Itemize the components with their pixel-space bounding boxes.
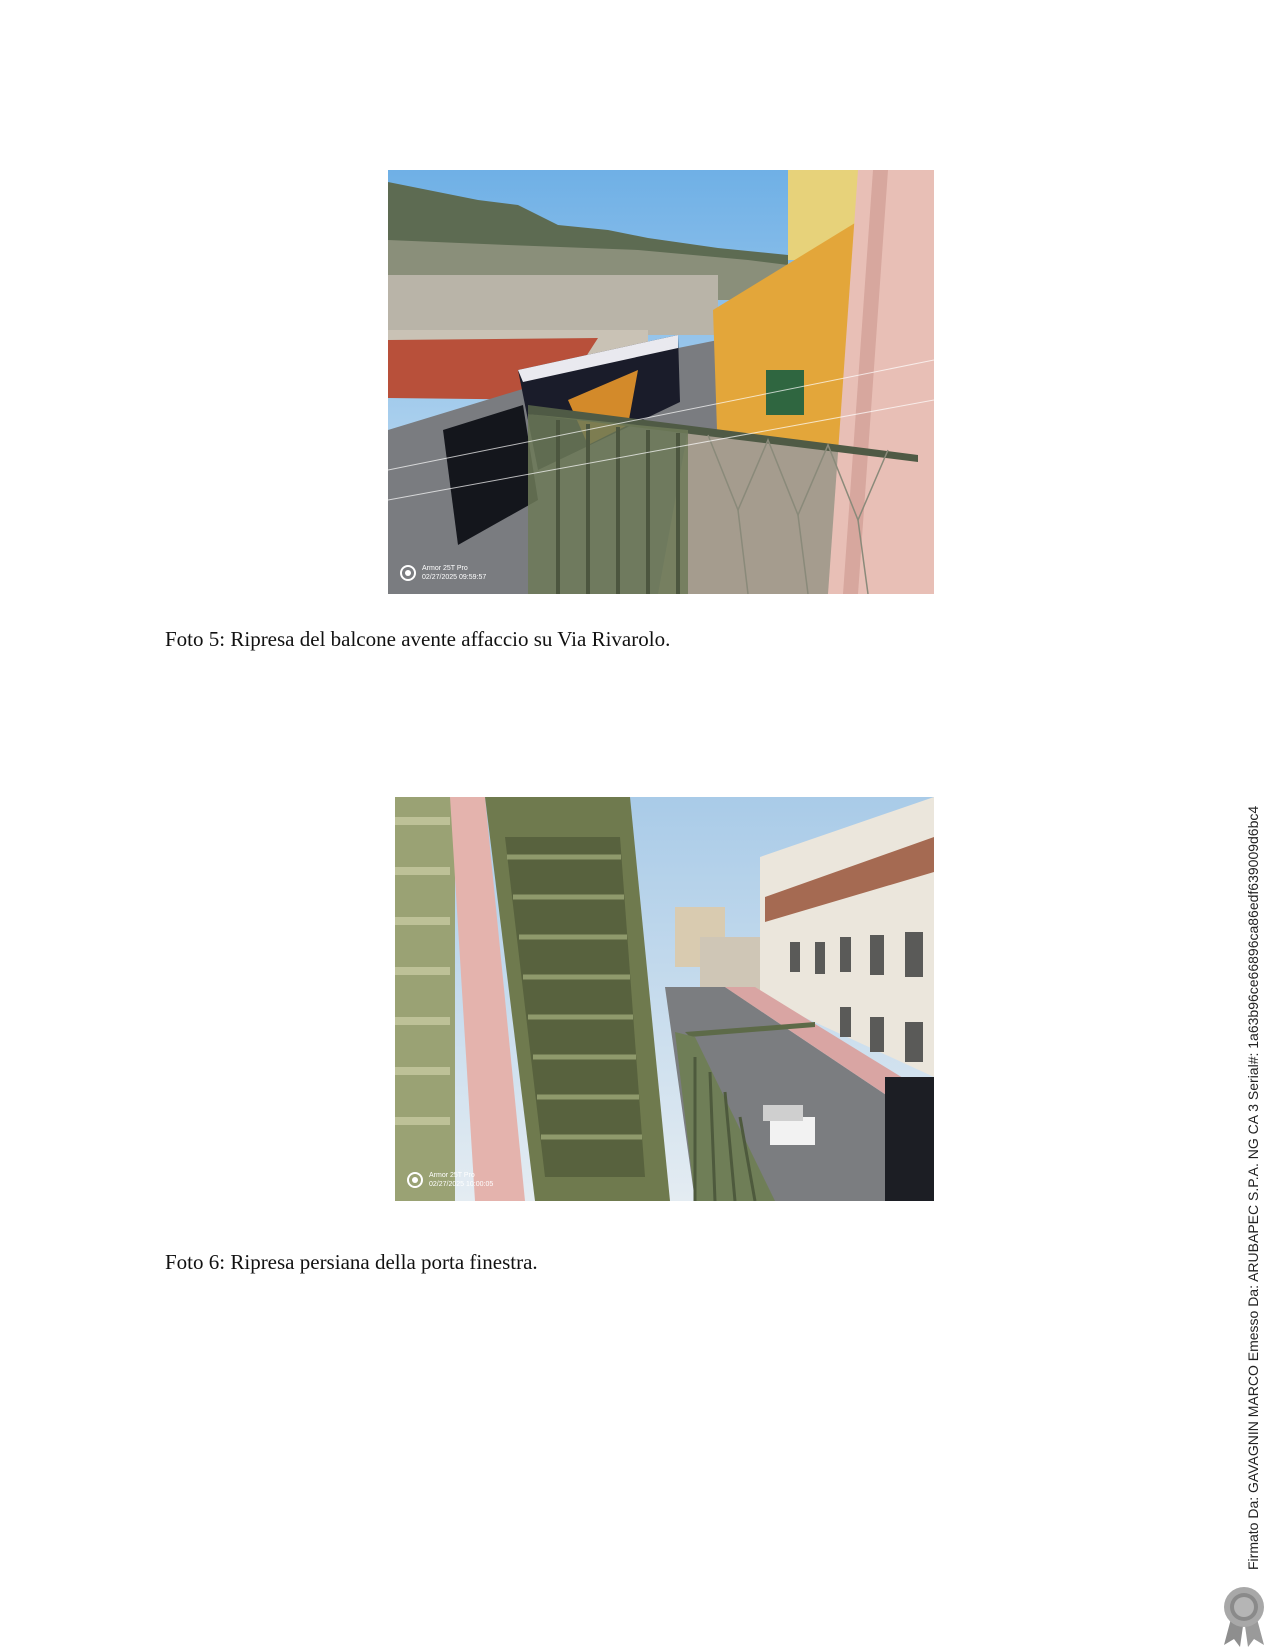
camera-watermark [400, 564, 486, 582]
award-ribbon-icon [1218, 1585, 1270, 1647]
photo-5-caption: Foto 5: Ripresa del balcone avente affaccio su Via Rivarolo. [165, 627, 671, 651]
camera-watermark-icon [407, 1172, 423, 1188]
photo-6-image [395, 797, 934, 1201]
watermark-datetime: 02/27/2025 09:59:57 [422, 574, 487, 581]
photo-5-image [388, 170, 934, 594]
photo-5 [388, 170, 934, 594]
camera-watermark-icon [400, 565, 416, 581]
watermark-device: Armor 25T Pro [429, 1172, 475, 1179]
photo-6 [395, 797, 934, 1201]
camera-watermark [407, 1171, 493, 1189]
digital-signature-text: Firmato Da: GAVAGNIN MARCO Emesso Da: ARUBAPEC S.P.A. NG CA 3 Serial#: 1a63b96ce66896ca86edf639009d6bc4 [1245, 805, 1261, 1570]
watermark-datetime: 02/27/2025 10:00:05 [429, 1181, 494, 1188]
watermark-device: Armor 25T Pro [422, 565, 468, 572]
photo-6-caption: Foto 6: Ripresa persiana della porta finestra. [165, 1250, 538, 1274]
